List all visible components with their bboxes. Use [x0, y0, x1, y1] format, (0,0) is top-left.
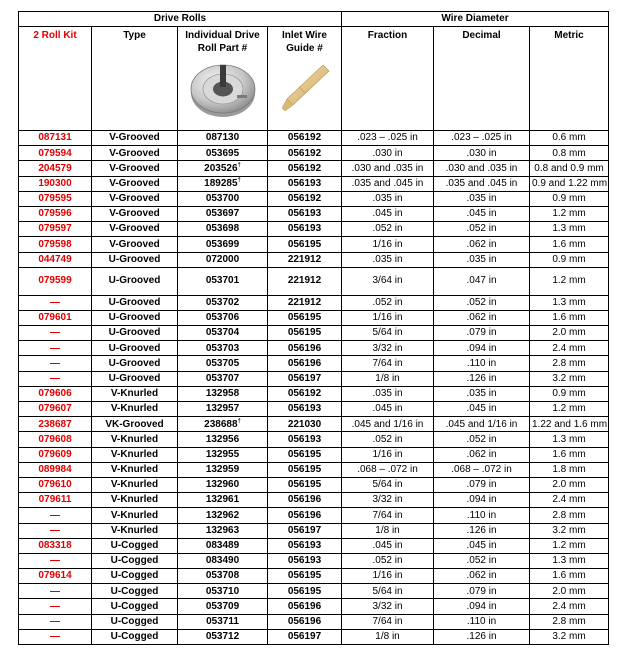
part-cell: 083490	[178, 553, 268, 568]
decimal-cell: .052 in	[434, 222, 530, 237]
decimal-cell: .030 and .035 in	[434, 161, 530, 176]
decimal-cell: .110 in	[434, 356, 530, 371]
table-row	[19, 237, 609, 252]
part-cell: 132963	[178, 523, 268, 538]
guide-cell: 221912	[268, 295, 342, 310]
guide-cell: 056195	[268, 584, 342, 599]
metric-cell: 2.4 mm	[530, 341, 609, 356]
roll-kit-cell: 204579	[19, 161, 92, 176]
metric-cell: 2.0 mm	[530, 584, 609, 599]
guide-cell: 056195	[268, 477, 342, 492]
fraction-cell: .035 in	[342, 191, 434, 206]
part-cell: 053698	[178, 222, 268, 237]
fraction-cell: .052 in	[342, 553, 434, 568]
decimal-cell: .052 in	[434, 295, 530, 310]
roll-kit-cell: 079594	[19, 146, 92, 161]
table-row	[19, 614, 609, 629]
guide-cell: 056196	[268, 493, 342, 508]
type-cell: U-Cogged	[92, 553, 178, 568]
part-cell: 132962	[178, 508, 268, 523]
roll-kit-cell: —	[19, 508, 92, 523]
part-cell: 132961	[178, 493, 268, 508]
table-row	[19, 629, 609, 644]
type-cell: U-Cogged	[92, 584, 178, 599]
type-cell: V-Knurled	[92, 447, 178, 462]
type-cell: V-Grooved	[92, 206, 178, 221]
metric-cell: 3.2 mm	[530, 523, 609, 538]
decimal-cell: .079 in	[434, 477, 530, 492]
type-cell: U-Grooved	[92, 267, 178, 295]
metric-cell: 1.2 mm	[530, 206, 609, 221]
fraction-header: Fraction	[342, 27, 434, 131]
wire-guide-image	[279, 59, 331, 115]
part-cell: 053707	[178, 371, 268, 386]
table-row	[19, 432, 609, 447]
decimal-cell: .062 in	[434, 237, 530, 252]
type-cell: V-Knurled	[92, 432, 178, 447]
roll-kit-cell: 087131	[19, 131, 92, 146]
metric-cell: 1.22 and 1.6 mm	[530, 417, 609, 432]
metric-cell: 0.9 mm	[530, 191, 609, 206]
drive-roll-image	[187, 59, 259, 119]
metric-cell: 1.2 mm	[530, 538, 609, 553]
roll-kit-cell: 079598	[19, 237, 92, 252]
part-cell: 072000	[178, 252, 268, 267]
table-row	[19, 538, 609, 553]
fraction-cell: 1/8 in	[342, 371, 434, 386]
metric-cell: 2.8 mm	[530, 356, 609, 371]
decimal-cell: .062 in	[434, 310, 530, 325]
type-cell: U-Grooved	[92, 371, 178, 386]
part-cell: 132955	[178, 447, 268, 462]
metric-cell: 1.3 mm	[530, 432, 609, 447]
metric-cell: 0.8 mm	[530, 146, 609, 161]
metric-cell: 1.3 mm	[530, 222, 609, 237]
fraction-cell: .068 – .072 in	[342, 462, 434, 477]
table-row	[19, 310, 609, 325]
guide-cell: 056193	[268, 206, 342, 221]
metric-cell: 1.6 mm	[530, 447, 609, 462]
fraction-cell: 1/16 in	[342, 569, 434, 584]
fraction-cell: 1/8 in	[342, 523, 434, 538]
roll-kit-cell: 079597	[19, 222, 92, 237]
type-cell: U-Grooved	[92, 326, 178, 341]
table-row	[19, 447, 609, 462]
part-header-label: Individual Drive Roll Part #	[185, 30, 260, 54]
table-row	[19, 493, 609, 508]
type-cell: U-Cogged	[92, 569, 178, 584]
table-body	[19, 131, 609, 645]
fraction-cell: .045 in	[342, 402, 434, 417]
type-header: Type	[92, 27, 178, 131]
guide-cell: 056193	[268, 402, 342, 417]
type-cell: V-Knurled	[92, 493, 178, 508]
table-row	[19, 553, 609, 568]
part-header	[178, 27, 268, 131]
roll-kit-cell: —	[19, 523, 92, 538]
guide-cell: 056196	[268, 599, 342, 614]
type-cell: U-Grooved	[92, 310, 178, 325]
guide-cell: 056192	[268, 191, 342, 206]
metric-cell: 2.8 mm	[530, 614, 609, 629]
decimal-cell: .045 in	[434, 538, 530, 553]
fraction-cell: 3/32 in	[342, 599, 434, 614]
roll-kit-cell: —	[19, 553, 92, 568]
type-cell: V-Grooved	[92, 237, 178, 252]
part-footnote-mark: †	[237, 418, 241, 425]
roll-kit-cell: 079609	[19, 447, 92, 462]
table-row	[19, 267, 609, 295]
decimal-cell: .126 in	[434, 523, 530, 538]
table-row	[19, 584, 609, 599]
type-cell: V-Grooved	[92, 176, 178, 191]
decimal-cell: .079 in	[434, 584, 530, 599]
part-cell: 053705	[178, 356, 268, 371]
metric-cell: 0.6 mm	[530, 131, 609, 146]
decimal-cell: .126 in	[434, 371, 530, 386]
decimal-cell: .110 in	[434, 614, 530, 629]
decimal-cell: .079 in	[434, 326, 530, 341]
table-row	[19, 146, 609, 161]
part-cell: 053704	[178, 326, 268, 341]
fraction-cell: .030 in	[342, 146, 434, 161]
guide-cell: 056192	[268, 386, 342, 401]
type-cell: V-Knurled	[92, 462, 178, 477]
table-row	[19, 462, 609, 477]
fraction-cell: 7/64 in	[342, 356, 434, 371]
metric-cell: 1.2 mm	[530, 402, 609, 417]
table-row	[19, 508, 609, 523]
table-row	[19, 191, 609, 206]
roll-kit-cell: —	[19, 356, 92, 371]
part-cell: 132958	[178, 386, 268, 401]
group-header-row	[19, 12, 609, 27]
metric-cell: 1.3 mm	[530, 295, 609, 310]
metric-cell: 3.2 mm	[530, 629, 609, 644]
type-cell: V-Knurled	[92, 386, 178, 401]
type-cell: V-Grooved	[92, 146, 178, 161]
decimal-cell: .052 in	[434, 553, 530, 568]
guide-cell: 056195	[268, 462, 342, 477]
fraction-cell: 1/16 in	[342, 237, 434, 252]
decimal-cell: .045 in	[434, 402, 530, 417]
type-cell: V-Knurled	[92, 477, 178, 492]
type-cell: V-Knurled	[92, 402, 178, 417]
fraction-cell: .030 and .035 in	[342, 161, 434, 176]
metric-cell: 0.9 and 1.22 mm	[530, 176, 609, 191]
metric-cell: 1.6 mm	[530, 569, 609, 584]
part-cell: 132959	[178, 462, 268, 477]
type-cell: U-Cogged	[92, 629, 178, 644]
table-row	[19, 371, 609, 386]
fraction-cell: 7/64 in	[342, 614, 434, 629]
decimal-cell: .045 and 1/16 in	[434, 417, 530, 432]
part-cell: 053697	[178, 206, 268, 221]
decimal-cell: .110 in	[434, 508, 530, 523]
decimal-cell: .045 in	[434, 206, 530, 221]
type-cell: U-Grooved	[92, 341, 178, 356]
fraction-cell: 3/32 in	[342, 341, 434, 356]
roll-kit-cell: 079611	[19, 493, 92, 508]
guide-cell: 056193	[268, 432, 342, 447]
roll-kit-cell: —	[19, 599, 92, 614]
decimal-cell: .035 in	[434, 191, 530, 206]
part-cell: 083489	[178, 538, 268, 553]
fraction-cell: 7/64 in	[342, 508, 434, 523]
fraction-cell: .052 in	[342, 295, 434, 310]
part-cell: 053701	[178, 267, 268, 295]
guide-cell: 056196	[268, 508, 342, 523]
decimal-cell: .035 and .045 in	[434, 176, 530, 191]
decimal-cell: .035 in	[434, 386, 530, 401]
fraction-cell: 1/16 in	[342, 310, 434, 325]
part-cell: 189285†	[178, 176, 268, 191]
guide-cell: 056193	[268, 176, 342, 191]
part-cell: 053700	[178, 191, 268, 206]
table-row	[19, 569, 609, 584]
fraction-cell: .045 and 1/16 in	[342, 417, 434, 432]
table-row	[19, 386, 609, 401]
roll-kit-cell: 079608	[19, 432, 92, 447]
part-footnote-mark: †	[237, 162, 241, 169]
roll-kit-cell: 079599	[19, 267, 92, 295]
decimal-cell: .047 in	[434, 267, 530, 295]
decimal-cell: .030 in	[434, 146, 530, 161]
part-cell: 053699	[178, 237, 268, 252]
guide-cell: 056196	[268, 614, 342, 629]
guide-header-label: Inlet Wire Guide #	[282, 30, 327, 54]
table-row	[19, 161, 609, 176]
roll-kit-cell: 238687	[19, 417, 92, 432]
metric-cell: 1.8 mm	[530, 462, 609, 477]
decimal-cell: .062 in	[434, 447, 530, 462]
table-row	[19, 326, 609, 341]
fraction-cell: .052 in	[342, 222, 434, 237]
guide-cell: 221912	[268, 252, 342, 267]
guide-cell: 056193	[268, 222, 342, 237]
guide-cell: 056195	[268, 310, 342, 325]
table-row	[19, 176, 609, 191]
drive-rolls-group-header: Drive Rolls	[19, 12, 342, 27]
part-footnote-mark: †	[237, 177, 241, 184]
decimal-header: Decimal	[434, 27, 530, 131]
decimal-cell: .094 in	[434, 341, 530, 356]
table-row	[19, 356, 609, 371]
metric-cell: 1.6 mm	[530, 310, 609, 325]
part-cell: 053709	[178, 599, 268, 614]
metric-cell: 2.4 mm	[530, 599, 609, 614]
part-cell: 053706	[178, 310, 268, 325]
table-row	[19, 341, 609, 356]
metric-cell: 0.9 mm	[530, 252, 609, 267]
table-row	[19, 402, 609, 417]
decimal-cell: .052 in	[434, 432, 530, 447]
roll-kit-cell: —	[19, 629, 92, 644]
part-cell: 238688†	[178, 417, 268, 432]
metric-cell: 1.6 mm	[530, 237, 609, 252]
type-cell: U-Cogged	[92, 614, 178, 629]
metric-cell: 2.8 mm	[530, 508, 609, 523]
type-cell: U-Grooved	[92, 356, 178, 371]
part-cell: 132960	[178, 477, 268, 492]
roll-kit-cell: 089984	[19, 462, 92, 477]
part-cell: 053695	[178, 146, 268, 161]
metric-cell: 2.0 mm	[530, 326, 609, 341]
guide-cell: 056197	[268, 523, 342, 538]
guide-cell: 056193	[268, 553, 342, 568]
type-cell: V-Grooved	[92, 161, 178, 176]
decimal-cell: .062 in	[434, 569, 530, 584]
part-cell: 053702	[178, 295, 268, 310]
fraction-cell: 1/8 in	[342, 629, 434, 644]
fraction-cell: 3/64 in	[342, 267, 434, 295]
roll-kit-cell: 079607	[19, 402, 92, 417]
part-cell: 132956	[178, 432, 268, 447]
fraction-cell: 5/64 in	[342, 477, 434, 492]
fraction-cell: .023 – .025 in	[342, 131, 434, 146]
guide-cell: 221030	[268, 417, 342, 432]
part-cell: 203526†	[178, 161, 268, 176]
fraction-cell: 1/16 in	[342, 447, 434, 462]
type-cell: V-Knurled	[92, 508, 178, 523]
table-row	[19, 206, 609, 221]
guide-cell: 221912	[268, 267, 342, 295]
decimal-cell: .023 – .025 in	[434, 131, 530, 146]
roll-kit-cell: 190300	[19, 176, 92, 191]
metric-cell: 0.8 and 0.9 mm	[530, 161, 609, 176]
fraction-cell: 5/64 in	[342, 326, 434, 341]
roll-kit-cell: —	[19, 614, 92, 629]
roll-kit-cell: 079595	[19, 191, 92, 206]
roll-kit-cell: 079596	[19, 206, 92, 221]
part-cell: 053712	[178, 629, 268, 644]
metric-cell: 3.2 mm	[530, 371, 609, 386]
guide-cell: 056192	[268, 146, 342, 161]
decimal-cell: .094 in	[434, 599, 530, 614]
decimal-cell: .035 in	[434, 252, 530, 267]
table-row	[19, 295, 609, 310]
fraction-cell: .035 in	[342, 252, 434, 267]
table-row	[19, 477, 609, 492]
fraction-cell: .035 in	[342, 386, 434, 401]
table-row	[19, 523, 609, 538]
guide-cell: 056196	[268, 341, 342, 356]
part-cell: 053703	[178, 341, 268, 356]
fraction-cell: .045 in	[342, 206, 434, 221]
guide-cell: 056196	[268, 356, 342, 371]
roll-kit-cell: 079601	[19, 310, 92, 325]
guide-cell: 056195	[268, 447, 342, 462]
roll-kit-header: 2 Roll Kit	[19, 27, 92, 131]
table-row	[19, 131, 609, 146]
fraction-cell: 3/32 in	[342, 493, 434, 508]
roll-kit-cell: 079614	[19, 569, 92, 584]
drive-rolls-table	[18, 11, 609, 645]
metric-cell: 2.0 mm	[530, 477, 609, 492]
table-row	[19, 417, 609, 432]
part-cell: 053710	[178, 584, 268, 599]
type-cell: V-Grooved	[92, 131, 178, 146]
metric-cell: 1.3 mm	[530, 553, 609, 568]
roll-kit-cell: —	[19, 295, 92, 310]
fraction-cell: 5/64 in	[342, 584, 434, 599]
roll-kit-cell: 083318	[19, 538, 92, 553]
decimal-cell: .068 – .072 in	[434, 462, 530, 477]
roll-kit-cell: 079606	[19, 386, 92, 401]
metric-cell: 1.2 mm	[530, 267, 609, 295]
fraction-cell: .035 and .045 in	[342, 176, 434, 191]
type-cell: V-Grooved	[92, 222, 178, 237]
roll-kit-cell: —	[19, 371, 92, 386]
table-row	[19, 222, 609, 237]
type-cell: U-Grooved	[92, 252, 178, 267]
type-cell: U-Cogged	[92, 538, 178, 553]
table-row	[19, 599, 609, 614]
part-cell: 132957	[178, 402, 268, 417]
roll-kit-cell: —	[19, 341, 92, 356]
type-cell: V-Knurled	[92, 523, 178, 538]
roll-kit-cell: —	[19, 584, 92, 599]
fraction-cell: .052 in	[342, 432, 434, 447]
guide-cell: 056195	[268, 569, 342, 584]
decimal-cell: .126 in	[434, 629, 530, 644]
fraction-cell: .045 in	[342, 538, 434, 553]
part-cell: 053708	[178, 569, 268, 584]
wire-diameter-group-header: Wire Diameter	[342, 12, 609, 27]
type-cell: U-Cogged	[92, 599, 178, 614]
roll-kit-cell: 044749	[19, 252, 92, 267]
roll-kit-cell: —	[19, 326, 92, 341]
guide-cell: 056192	[268, 161, 342, 176]
guide-cell: 056193	[268, 538, 342, 553]
guide-cell: 056197	[268, 629, 342, 644]
roll-kit-cell: 079610	[19, 477, 92, 492]
part-cell: 053711	[178, 614, 268, 629]
guide-cell: 056195	[268, 237, 342, 252]
metric-header: Metric	[530, 27, 609, 131]
guide-cell: 056192	[268, 131, 342, 146]
decimal-cell: .094 in	[434, 493, 530, 508]
guide-header	[268, 27, 342, 131]
type-cell: VK-Grooved	[92, 417, 178, 432]
guide-cell: 056197	[268, 371, 342, 386]
table-row	[19, 252, 609, 267]
type-cell: V-Grooved	[92, 191, 178, 206]
column-header-row	[19, 27, 609, 131]
type-cell: U-Grooved	[92, 295, 178, 310]
part-cell: 087130	[178, 131, 268, 146]
metric-cell: 0.9 mm	[530, 386, 609, 401]
metric-cell: 2.4 mm	[530, 493, 609, 508]
guide-cell: 056195	[268, 326, 342, 341]
